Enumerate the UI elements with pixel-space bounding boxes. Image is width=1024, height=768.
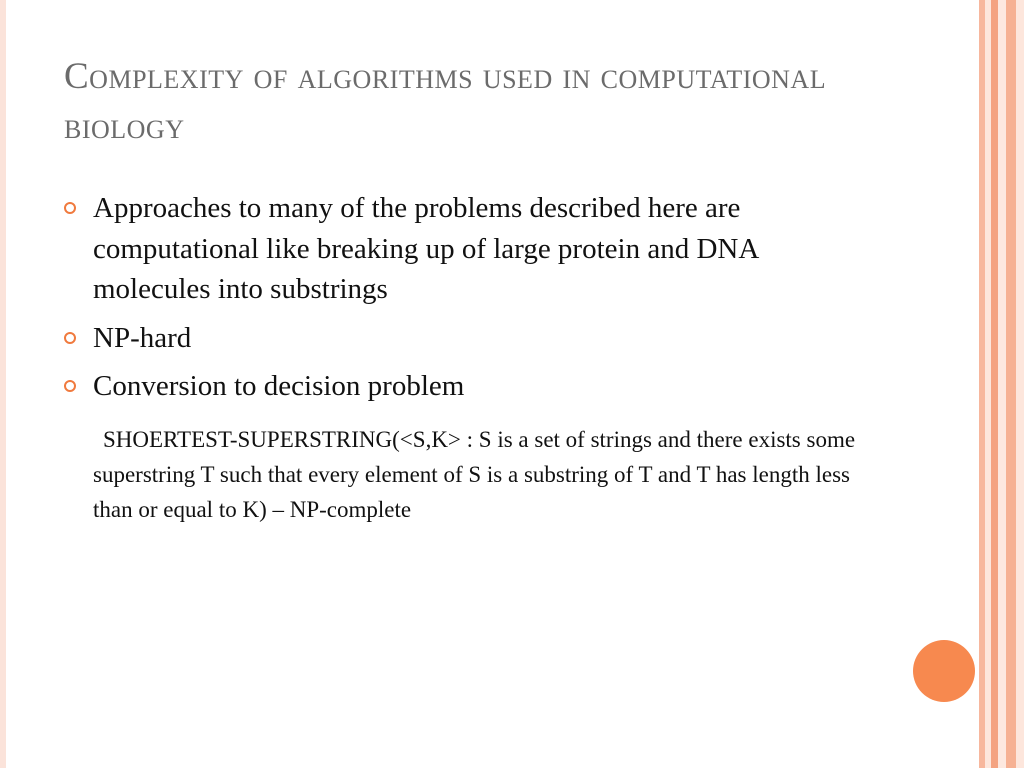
bullet-list <box>62 188 882 415</box>
bullet-circle-icon <box>64 202 76 214</box>
left-border-decoration <box>0 0 6 768</box>
bullet-text: Approaches to many of the problems described here are computational like breaking up of large protein and DNA molecules into substrings <box>93 192 758 305</box>
detail-paragraph: SHOERTEST-SUPERSTRING(<S,K> : S is a set of strings and there exists some superstring T such that every element of S is a substring of T and T has length less than or equal to K) – NP-complete <box>93 427 856 522</box>
right-stripe-decoration <box>998 0 1006 768</box>
bullet-text: Conversion to decision problem <box>93 370 465 402</box>
right-stripe-decoration <box>1006 0 1016 768</box>
bullet-item <box>62 318 882 359</box>
bullet-item <box>62 188 882 310</box>
bullet-text: NP-hard <box>93 321 192 354</box>
right-stripe-decoration <box>991 0 998 768</box>
slide-title: Complexity of algorithms used in computational biology <box>64 56 827 147</box>
bullet-item <box>62 366 882 407</box>
bullet-circle-icon <box>64 380 76 392</box>
bullet-circle-icon <box>64 332 76 344</box>
right-stripe-decoration <box>1016 0 1024 768</box>
orange-circle-decoration <box>913 640 975 702</box>
